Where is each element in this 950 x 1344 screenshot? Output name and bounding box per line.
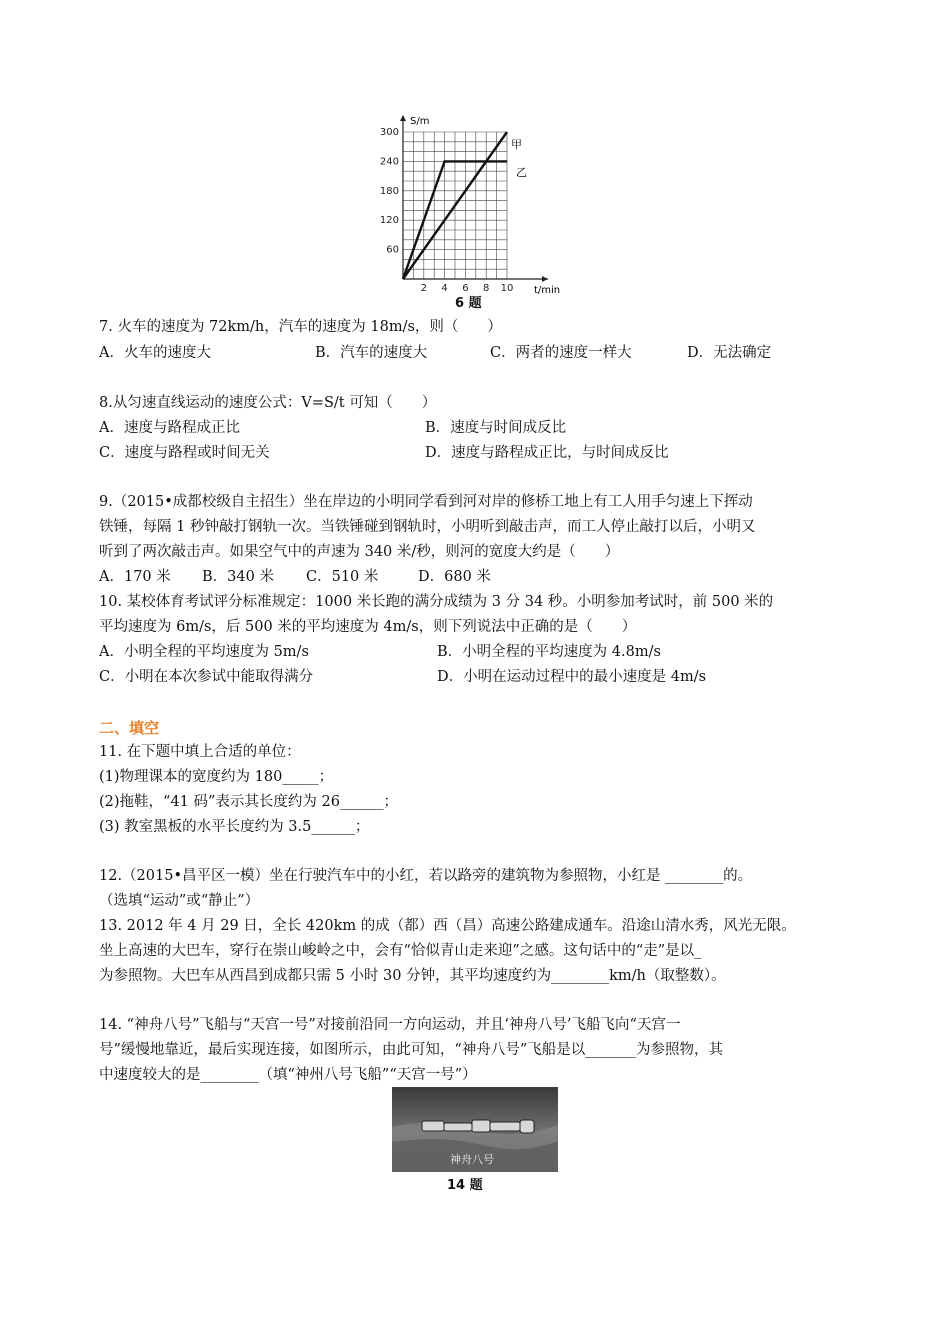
q9-option-a: A．170 米: [99, 569, 171, 585]
q10-option-a: A．小明全程的平均速度为 5m/s: [99, 644, 309, 660]
q8-option-d: D．速度与路程成正比，与时间成反比: [425, 445, 669, 461]
q12-line-1: 12.（2015•昌平区一模）坐在行驶汽车中的小红，若以路旁的建筑物为参照物，小红是 ________的。: [99, 868, 753, 884]
x-tick-label: 8: [483, 283, 490, 294]
q9-option-d: D．680 米: [418, 569, 491, 585]
section-title-fill-in: 二、填空: [99, 719, 160, 737]
q10-line-1: 10. 某校体育考试评分标准规定：1000 米长跑的满分成绩为 3 分 34 秒。小明参加考试时，前 500 米的: [99, 594, 774, 610]
q14-line-3: 中速度较大的是________（填“神州八号飞船”“天宫一号”）: [99, 1067, 477, 1083]
q12-line-2: （选填“运动”或“静止”）: [99, 893, 260, 909]
q13-line-3: 为参照物。大巴车从西昌到成都只需 5 小时 30 分钟，其平均速度约为________km/h（取整数）。: [99, 968, 726, 984]
y-axis-arrow: [400, 115, 406, 121]
x-tick-label: 10: [500, 283, 514, 294]
y-tick-label: 300: [379, 127, 399, 138]
spacecraft-docking-photo: [392, 1087, 558, 1172]
q13-line-2: 坐上高速的大巴车，穿行在崇山峻岭之中，会有“恰似青山走来迎”之感。这句话中的“走”是以_: [99, 943, 702, 959]
distance-time-chart: [370, 112, 580, 312]
q11-item-1: (1)物理课本的宽度约为 180_____；: [99, 769, 334, 785]
q8-stem: 8.从匀速直线运动的速度公式：V=S/t 可知（ ）: [99, 395, 437, 411]
q13-line-1: 13. 2012 年 4 月 29 日，全长 420km 的成（都）西（昌）高速公路建成通车。沿途山清水秀，风光无限。: [99, 918, 796, 934]
q7-stem: 7. 火车的速度为 72km/h，汽车的速度为 18m/s，则（ ）: [99, 319, 502, 335]
q9-line-3: 听到了两次敲击声。如果空气中的声速为 340 米/秒，则河的宽度大约是（ ）: [99, 544, 620, 560]
y-axis-label: S/m: [410, 116, 430, 127]
q14-line-2: 号”缓慢地靠近，最后实现连接，如图所示，由此可知，“神舟八号”飞船是以_______为参照物，其: [99, 1042, 723, 1058]
q10-option-b: B．小明全程的平均速度为 4.8m/s: [437, 644, 661, 660]
q9-option-c: C．510 米: [306, 569, 379, 585]
photo-label: 神舟八号: [450, 1153, 494, 1166]
q14-figure-caption: 14 题: [447, 1178, 483, 1193]
q11-stem: 11. 在下题中填上合适的单位：: [99, 744, 301, 760]
q10-option-c: C．小明在本次参试中能取得满分: [99, 669, 314, 685]
x-axis-label: t/min: [534, 285, 561, 296]
spacecraft-icon: [422, 1120, 534, 1133]
q8-option-c: C．速度与路程或时间无关: [99, 445, 270, 461]
chart-caption: 6 题: [455, 296, 482, 311]
x-axis-arrow: [542, 276, 548, 282]
q7-option-a: A．火车的速度大: [99, 345, 211, 361]
q7-option-b: B．汽车的速度大: [315, 345, 428, 361]
y-tick-label: 120: [379, 215, 399, 227]
q7-option-d: D．无法确定: [687, 345, 772, 361]
y-tick-label: 60: [386, 244, 399, 256]
x-tick-label: 4: [441, 283, 448, 294]
x-tick-label: 2: [420, 283, 427, 294]
q9-line-1: 9.（2015•成都校级自主招生）坐在岸边的小明同学看到河对岸的修桥工地上有工人用手匀速上下挥动: [99, 494, 753, 510]
series-label-yi: 乙: [516, 166, 527, 179]
q14-line-1: 14. “神舟八号”飞船与“天宫一号”对接前沿同一方向运动，并且‘神舟八号’飞船飞向“天宫一: [99, 1017, 681, 1033]
q11-item-2: (2)拖鞋，“41 码”表示其长度约为 26______；: [99, 794, 398, 810]
chart-axes: [400, 115, 548, 282]
q10-line-2: 平均速度为 6m/s，后 500 米的平均速度为 4m/s，则下列说法中正确的是（ ）: [99, 619, 637, 635]
q10-option-d: D．小明在运动过程中的最小速度是 4m/s: [437, 669, 707, 685]
q8-option-b: B．速度与时间成反比: [425, 420, 567, 436]
y-tick-label: 180: [379, 185, 399, 197]
q7-option-c: C．两者的速度一样大: [490, 345, 632, 361]
q9-option-b: B．340 米: [202, 569, 274, 585]
q11-item-3: (3) 教室黑板的水平长度约为 3.5______；: [99, 819, 370, 835]
q8-option-a: A．速度与路程成正比: [99, 420, 240, 436]
x-tick-label: 6: [462, 283, 469, 294]
series-label-jia: 甲: [511, 138, 522, 151]
y-tick-label: 240: [379, 156, 399, 168]
q9-line-2: 铁锤，每隔 1 秒钟敲打钢轨一次。当铁锤碰到钢轨时，小明听到敲击声，而工人停止敲打以后，小明又: [99, 519, 756, 535]
